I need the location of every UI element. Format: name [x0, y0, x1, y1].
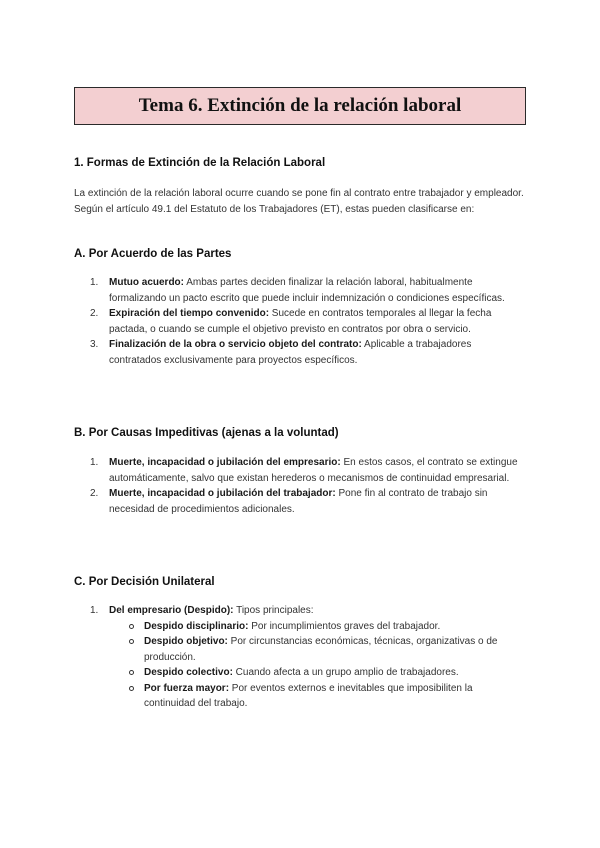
- list-number: 1.: [90, 457, 99, 468]
- sublist-item: [109, 681, 524, 712]
- hollow-bullet-icon: [129, 670, 134, 675]
- list-item: [74, 275, 524, 306]
- list-number: 1.: [90, 277, 99, 288]
- list-item: [74, 306, 524, 337]
- item-term: Muerte, incapacidad o jubilación del trabajador:: [109, 488, 336, 499]
- page-title: Tema 6. Extinción de la relación laboral: [138, 95, 462, 116]
- item-text: Cuando afecta a un grupo amplio de trabajadores.: [232, 667, 459, 678]
- item-term: Por fuerza mayor:: [144, 682, 230, 694]
- item-text: Pone fin al contrato de trabajo sin necesidad de procedimientos adicionales.: [109, 488, 488, 515]
- list-number: 2.: [90, 488, 99, 499]
- item-text: Por circunstancias económicas, técnicas, organizativas o de producción.: [144, 636, 498, 663]
- item-text: Sucede en contratos temporales al llegar la fecha pactada, o cuando se cumple el objetivo previsto en contratos por obra o servicio.: [109, 308, 492, 335]
- list-item: [74, 486, 524, 517]
- sublist-item: [109, 634, 524, 665]
- hollow-bullet-icon: [129, 639, 134, 644]
- list-item: [74, 337, 524, 368]
- hollow-bullet-icon: [129, 686, 134, 691]
- item-term: Despido disciplinario:: [144, 620, 249, 632]
- sectionB-heading: B. Por Causas Impeditivas (ajenas a la voluntad): [74, 427, 339, 439]
- list-item: [74, 603, 524, 712]
- sectionC-heading: C. Por Decisión Unilateral: [74, 576, 215, 588]
- sectionC-list: [74, 603, 524, 712]
- item-term: Finalización de la obra o servicio objeto del contrato:: [109, 339, 362, 350]
- item-text: Aplicable a trabajadores contratados exclusivamente para proyectos específicos.: [109, 339, 472, 366]
- item-text: Por eventos externos e inevitables que imposibiliten la continuidad del trabajo.: [144, 682, 473, 709]
- item-term: Despido colectivo:: [144, 667, 233, 678]
- sectionA-list: [74, 275, 524, 368]
- item-text: Tipos principales:: [233, 605, 314, 616]
- sublist-item: [109, 619, 524, 635]
- title-box: [74, 87, 526, 125]
- list-item: [74, 455, 524, 486]
- list-number: 3.: [90, 339, 99, 350]
- hollow-bullet-icon: [129, 624, 134, 629]
- item-term: Del empresario (Despido):: [109, 605, 234, 616]
- item-text: Ambas partes deciden finalizar la relación laboral, habitualmente formalizando un pacto escrito que puede incluir indemnización o condiciones específicas.: [109, 277, 505, 304]
- item-text: En estos casos, el contrato se extingue automáticamente, salvo que existan herederos o mecanismos de continuidad empresarial.: [109, 457, 518, 484]
- section1-heading: 1. Formas de Extinción de la Relación Laboral: [74, 157, 326, 169]
- sectionC-sublist: [109, 619, 524, 712]
- item-term: Muerte, incapacidad o jubilación del empresario:: [109, 457, 341, 468]
- section1-intro: La extinción de la relación laboral ocurre cuando se pone fin al contrato entre trabajador y empleador. Según el artículo 49.1 del Estatuto de los Trabajadores (ET), estas pueden clasificarse en:: [74, 188, 524, 215]
- item-text: Por incumplimientos graves del trabajador.: [248, 620, 441, 632]
- sublist-item: [109, 665, 524, 681]
- list-number: 2.: [90, 308, 99, 319]
- item-term: Expiración del tiempo convenido:: [109, 308, 270, 319]
- list-number: 1.: [90, 605, 99, 616]
- item-term: Despido objetivo:: [144, 636, 228, 647]
- sectionB-list: [74, 455, 524, 517]
- sectionA-heading: A. Por Acuerdo de las Partes: [74, 248, 232, 260]
- item-term: Mutuo acuerdo:: [109, 277, 184, 288]
